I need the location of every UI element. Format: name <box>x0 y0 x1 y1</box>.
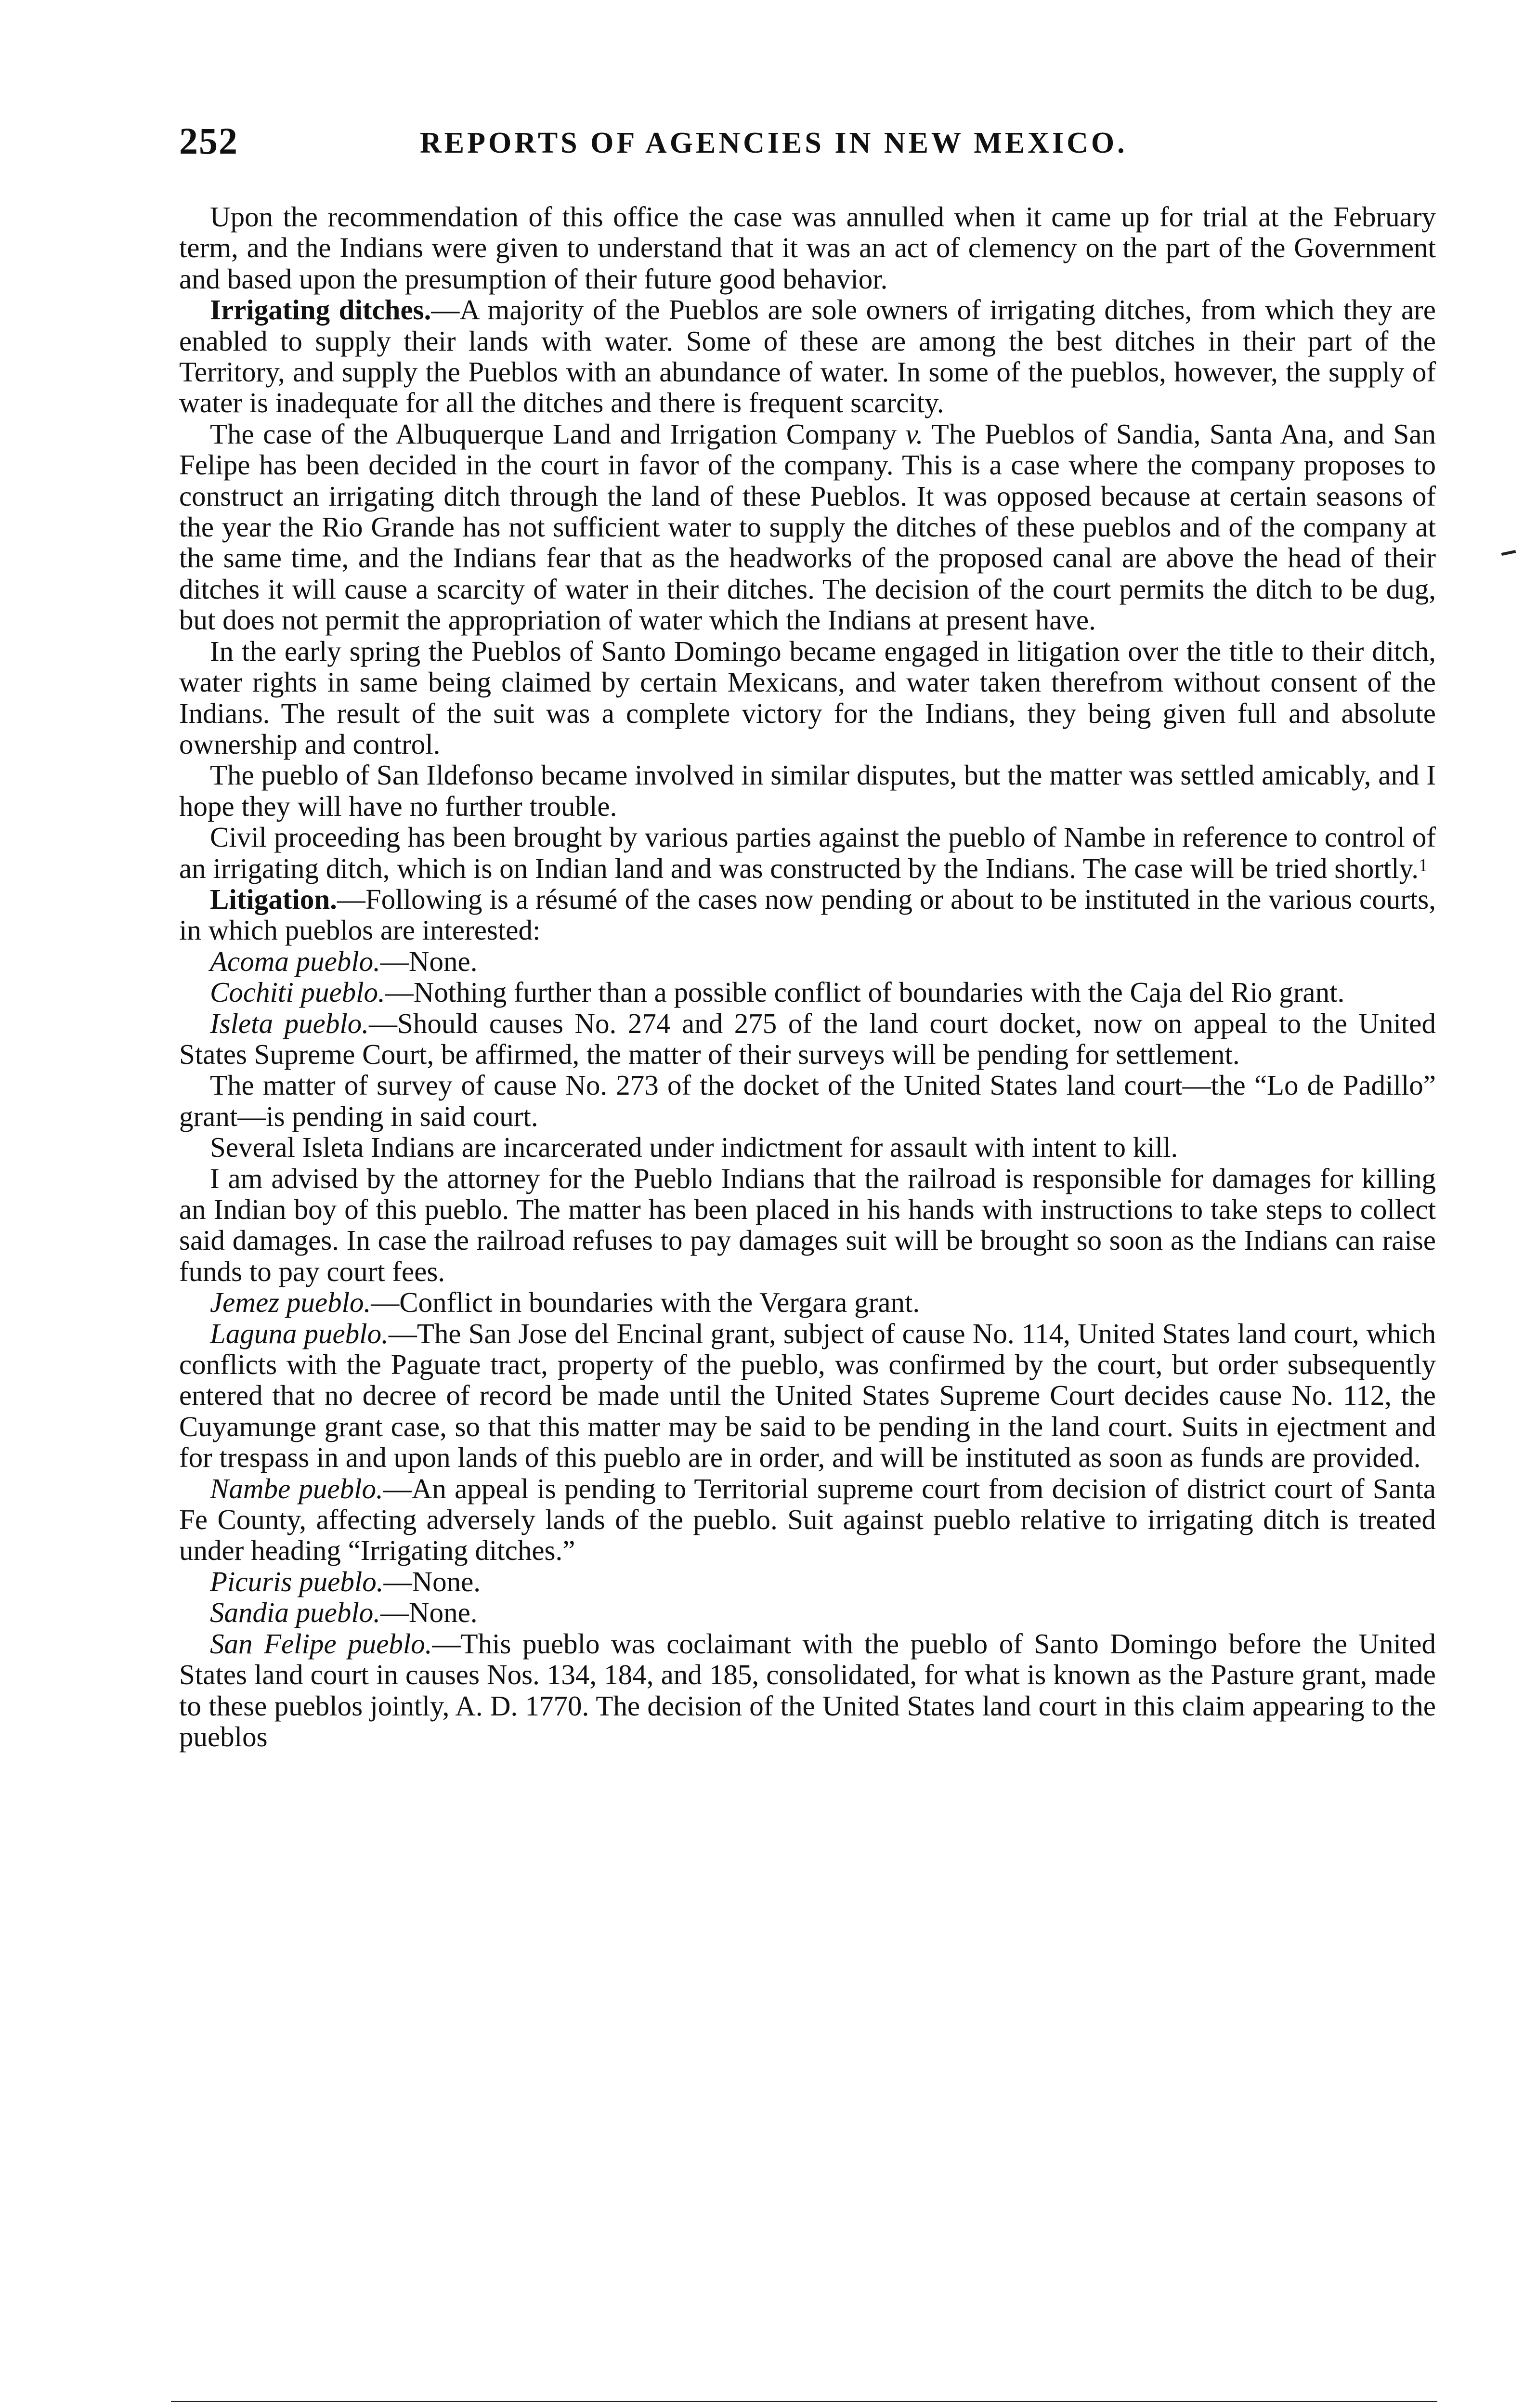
page-number: 252 <box>179 120 238 162</box>
section-lead-irrigating-ditches: Irrigating ditches. <box>210 294 431 326</box>
paragraph-albuquerque-case: The case of the Albuquerque Land and Irrigation Company v. The Pueblos of Sandia, Santa Ana, and San Felipe has been decided in the court in favor of the company. This is a case where the company proposes to construct an irrigating ditch through the land of these Pueblos. It was opposed because at certain seasons of the year the Rio Grande has not sufficient water to supply the ditches of these pueblos and of the company at the same time, and the Indians fear that as the headworks of the proposed canal are above the head of their ditches it will cause a scarcity of water in their ditches. The decision of the court permits the ditch to be dug, but does not permit the appropriation of water which the Indians at present have. <box>179 418 1436 636</box>
footnote-rule <box>171 2401 1437 2402</box>
paragraph-irrigating-ditches: Irrigating ditches.—A majority of the Pueblos are sole owners of irrigating ditches, from which they are enabled to supply their lands with water. Some of these are among the best ditches in their part of the Territory, and supply the Pueblos with an abundance of water. In some of the pueblos, however, the supply of water is inadequate for all the ditches and there is frequent scarcity. <box>179 294 1436 419</box>
entry-jemez: Jemez pueblo.—Conflict in boundaries with the Vergara grant. <box>210 1286 920 1319</box>
entry-acoma: Acoma pueblo.—None. <box>210 945 478 977</box>
entry-san-felipe: San Felipe pueblo.—This pueblo was coclaimant with the pueblo of Santo Domingo before the United States land court in causes Nos. 134, 184, and 185, consolidated, for what is known as the Pasture grant, made to these pueblos jointly, A. D. 1770. The decision of the United States land court in this claim appearing to the pueblos <box>179 1627 1436 1753</box>
entry-nambe: Nambe pueblo.—An appeal is pending to Territorial supreme court from decision of district court of Santa Fe County, affecting adversely lands of the pueblo. Suit against pueblo relative to irrigating ditch is treated under heading “Irrigating ditches.” <box>179 1472 1436 1567</box>
paragraph-litigation: Litigation.—Following is a résumé of the cases now pending or about to be instituted in the various courts, in which pueblos are interested: <box>179 883 1436 946</box>
body-text <box>179 201 1436 1752</box>
running-head: REPORTS OF AGENCIES IN NEW MEXICO. <box>420 127 1128 159</box>
paragraph-nambe-civil: Civil proceeding has been brought by various parties against the pueblo of Nambe in reference to control of an irrigating ditch, which is on Indian land and was constructed by the Indians. The case will be tried shortly.$^1$ <box>179 821 1436 884</box>
entry-isleta-railroad: I am advised by the attorney for the Pueblo Indians that the railroad is responsible for damages for killing an Indian boy of this pueblo. The matter has been placed in his hands with instructions to take steps to collect said damages. In case the railroad refuses to pay damages suit will be brought so soon as the Indians can raise funds to pay court fees. <box>179 1162 1436 1287</box>
entry-sandia: Sandia pueblo.—None. <box>210 1597 478 1629</box>
paragraph-annulled-case: Upon the recommendation of this office the case was annulled when it came up for trial at the February term, and the Indians were given to understand that it was an act of clemency on the part of the Government and based upon the presumption of their future good behavior. <box>179 201 1436 295</box>
footnote-reference: 1 <box>1419 855 1428 876</box>
entry-picuris: Picuris pueblo.—None. <box>210 1565 481 1597</box>
page-header <box>179 119 1431 172</box>
entry-cochiti: Cochiti pueblo.—Nothing further than a possible conflict of boundaries with the Caja del Rio grant. <box>210 976 1345 1008</box>
margin-mark <box>1501 550 1516 556</box>
paragraph-san-ildefonso: The pueblo of San Ildefonso became involved in similar disputes, but the matter was settled amicably, and I hope they will have no further trouble. <box>179 759 1436 822</box>
entry-laguna: Laguna pueblo.—The San Jose del Encinal grant, subject of cause No. 114, United States land court, which conflicts with the Paguate tract, property of the pueblo, was confirmed by the court, but order subsequently entered that no decree of record be made until the United States Supreme Court decides cause No. 112, the Cuyamunge grant case, so that this matter may be said to be pending in the land court. Suits in ejectment and for trespass in and upon lands of this pueblo are in order, and will be instituted as soon as funds are provided. <box>179 1317 1436 1474</box>
entry-isleta-survey: The matter of survey of cause No. 273 of the docket of the United States land court—the “Lo de Padillo” grant—is pending in said court. <box>179 1069 1436 1132</box>
paragraph-santo-domingo: In the early spring the Pueblos of Santo Domingo became engaged in litigation over the title to their ditch, water rights in same being claimed by certain Mexicans, and water taken therefrom without consent of the Indians. The result of the suit was a complete victory for the Indians, they being given full and absolute ownership and control. <box>179 635 1436 760</box>
entry-isleta: Isleta pueblo.—Should causes No. 274 and 275 of the land court docket, now on appeal to the United States Supreme Court, be affirmed, the matter of their surveys will be pending for settlement. <box>179 1007 1436 1070</box>
section-lead-litigation: Litigation. <box>210 883 337 915</box>
entry-isleta-indictment: Several Isleta Indians are incarcerated under indictment for assault with intent to kill. <box>210 1131 1178 1164</box>
